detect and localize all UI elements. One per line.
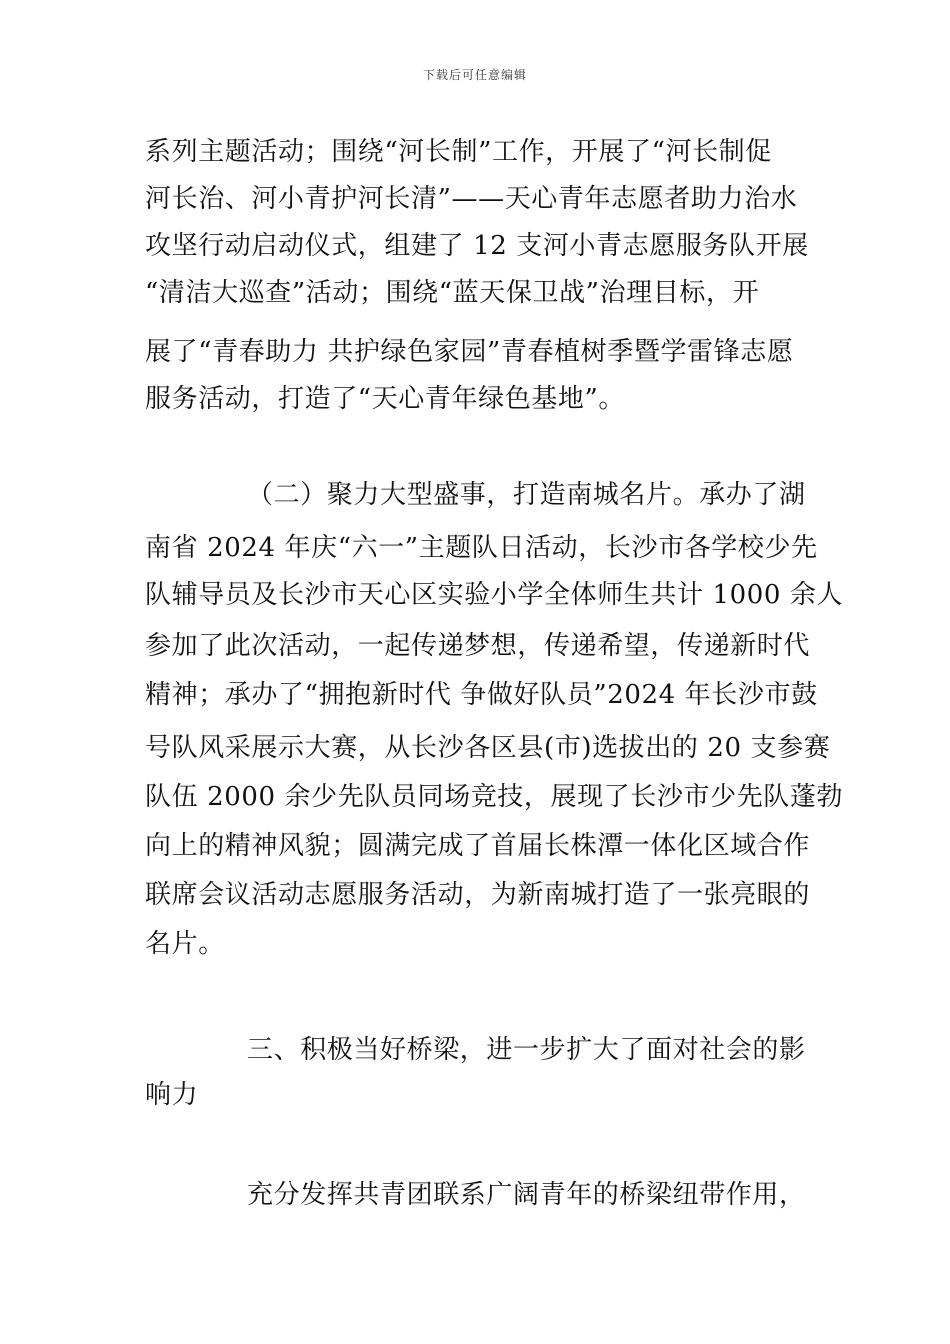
paragraph-line: 队辅导员及长沙市天心区实验小学全体师生共计 1000 余人 bbox=[145, 580, 844, 610]
paragraph-line: 服务活动，打造了“天心青年绿色基地”。 bbox=[145, 384, 625, 414]
paragraph-line: （二）聚力大型盛事，打造南城名片。承办了湖 bbox=[247, 480, 806, 510]
paragraph-line: 攻坚行动启动仪式，组建了 12 支河小青志愿服务队开展 bbox=[145, 231, 809, 261]
header-note: 下载后可任意编辑 bbox=[422, 68, 527, 82]
paragraph-line: “清洁大巡查”活动；围绕“蓝天保卫战”治理目标，开 bbox=[145, 278, 760, 308]
paragraph-line: 参加了此次活动，一起传递梦想，传递希望，传递新时代 bbox=[145, 631, 811, 661]
section-heading: 响力 bbox=[145, 1080, 199, 1110]
paragraph-line: 名片。 bbox=[145, 929, 225, 959]
paragraph-line: 向上的精神风貌；圆满完成了首届长株潭一体化区域合作 bbox=[145, 831, 811, 861]
paragraph-line: 号队风采展示大赛，从长沙各区县(市)选拔出的 20 支参赛 bbox=[145, 733, 831, 763]
paragraph-line: 系列主题活动；围绕“河长制”工作，开展了“河长制促 bbox=[145, 137, 772, 167]
paragraph-line: 队伍 2000 余少先队员同场竞技，展现了长沙市少先队蓬勃 bbox=[145, 782, 844, 812]
paragraph-line: 精神；承办了“拥抱新时代 争做好队员”2024 年长沙市鼓 bbox=[145, 680, 818, 710]
section-heading: 三、积极当好桥梁，进一步扩大了面对社会的影 bbox=[247, 1035, 806, 1065]
paragraph-line: 展了“青春助力 共护绿色家园”青春植树季暨学雷锋志愿 bbox=[145, 337, 794, 367]
paragraph-line: 南省 2024 年庆“六一”主题队日活动，长沙市各学校少先 bbox=[145, 533, 818, 563]
paragraph-line: 充分发挥共青团联系广阔青年的桥梁纽带作用， bbox=[247, 1180, 806, 1210]
paragraph-line: 联席会议活动志愿服务活动，为新南城打造了一张亮眼的 bbox=[145, 880, 811, 910]
paragraph-line: 河长治、河小青护河长清”——天心青年志愿者助力治水 bbox=[145, 184, 798, 214]
